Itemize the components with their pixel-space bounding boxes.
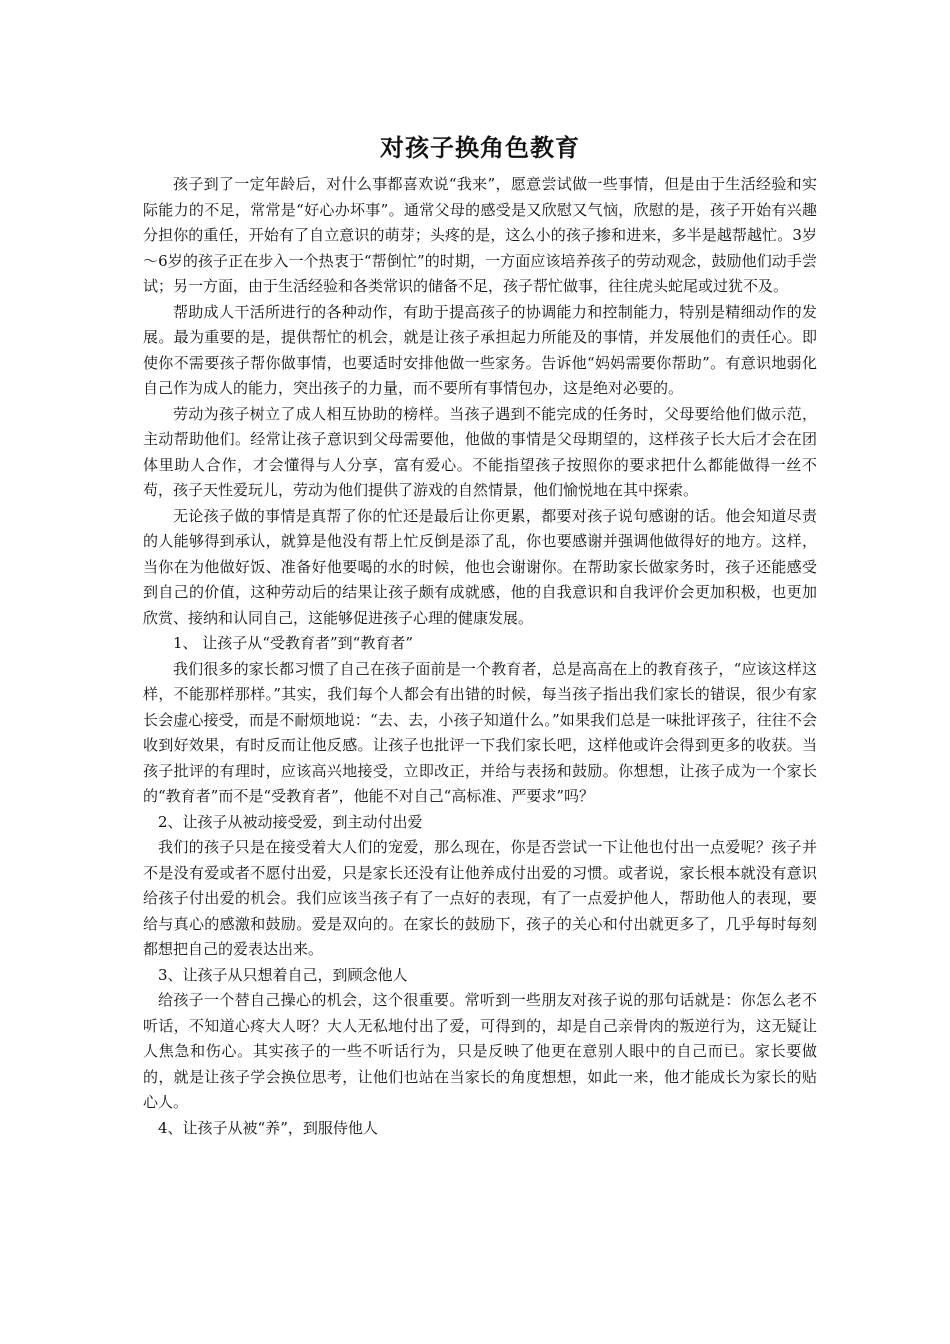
section-body-3: 给孩子一个替自己操心的机会，这个很重要。常听到一些朋友对孩子说的那句话就是：你怎么老不听话，不知道心疼大人呀？大人无私地付出了爱，可得到的，却是自己亲骨肉的叛逆行为，这无疑让人焦急和伤心。其实孩子的一些不听话行为，只是反映了他更在意别人眼中的自己而已。家长要做的，就是让孩子学会换位思考，让他们也站在当家长的角度想想，如此一来，他才能成长为家长的贴心人。 — [143, 991, 817, 1111]
section-body-2: 我们的孩子只是在接受着大人们的宠爱，那么现在，你是否尝试一下让他也付出一点爱呢？孩子并不是没有爱或者不愿付出爱，只是家长还没有让他养成付出爱的习惯。或者说，家长根本就没有意识给孩子付出爱的机会。我们应该当孩子有了一点好的表现，有了一点爱护他人，帮助他人的表现，要给与真心的感激和鼓励。爱是双向的。在家长的鼓励下，孩子的关心和付出就更多了，几乎每时每刻都想把自己的爱表达出来。 — [143, 838, 817, 958]
paragraph-helping: 帮助成人干活所进行的各种动作，有助于提高孩子的协调能力和控制能力，特别是精细动作的发展。最为重要的是，提供帮忙的机会，就是让孩子承担起力所能及的事情，并发展他们的责任心。即使你不需要孩子帮你做事情，也要适时安排他做一些家务。告诉他“妈妈需要你帮助”。有意识地弱化自己作为成人的能力，突出孩子的力量，而不要所有事情包办，这是绝对必要的。 — [143, 302, 817, 397]
paragraph-intro: 孩子到了一定年龄后，对什么事都喜欢说“我来”，愿意尝试做一些事情，但是由于生活经验和实际能力的不足，常常是“好心办坏事”。通常父母的感受是又欣慰又气恼，欣慰的是，孩子开始有兴趣分担你的重任，开始有了自立意识的萌芽；头疼的是，这么小的孩子掺和进来，多半是越帮越忙。3岁～6岁的孩子正在步入一个热衷于“帮倒忙”的时期，一方面应该培养孩子的劳动观念，鼓励他们动手尝试；另一方面，由于生活经验和各类常识的储备不足，孩子帮忙做事，往往虎头蛇尾或过犹不及。 — [143, 175, 817, 295]
section-heading-1: 1、 让孩子从“受教育者”到“教育者” — [173, 634, 413, 652]
section-heading-2: 2、让孩子从被动接受爱，到主动付出爱 — [158, 812, 423, 831]
document-title: 对孩子换角色教育 — [380, 133, 580, 162]
section-heading-3: 3、让孩子从只想着自己，到顾念他人 — [158, 965, 408, 984]
paragraph-gratitude: 无论孩子做的事情是真帮了你的忙还是最后让你更累，都要对孩子说句感谢的话。他会知道尽责的人能够得到承认，就算是他没有帮上忙反倒是添了乱，你也要感谢并强调他做得好的地方。这样，当你在为他做好饭、准备好他要喝的水的时候，他也会谢谢你。在帮助家长做家务时，孩子还能感受到自己的价值，这种劳动后的结果让孩子颇有成就感，他的自我意识和自我评价会更加积极，也更加欣赏、接纳和认同自己，这能够促进孩子心理的健康发展。 — [143, 506, 817, 627]
document-page — [143, 128, 817, 1141]
paragraph-role-model: 劳动为孩子树立了成人相互协助的榜样。当孩子遇到不能完成的任务时，父母要给他们做示范，主动帮助他们。经常让孩子意识到父母需要他，他做的事情是父母期望的，这样孩子长大后才会在团体里助人合作，才会懂得与人分享，富有爱心。不能指望孩子按照你的要求把什么都能做得一丝不苟，孩子天性爱玩儿，劳动为他们提供了游戏的自然情景，他们愉悦地在其中探索。 — [143, 404, 817, 499]
section-body-1: 我们很多的家长都习惯了自己在孩子面前是一个教育者，总是高高在上的教育孩子，“应该这样这样，不能那样那样。”其实，我们每个人都会有出错的时候，每当孩子指出我们家长的错误，很少有家长会虚心接受，而是不耐烦地说：“去、去，小孩子知道什么。”如果我们总是一味批评孩子，往往不会收到好效果，有时反而让他反感。让孩子也批评一下我们家长吧，这样他或许会得到更多的收获。当孩子批评的有理时，应该高兴地接受，立即改正，并给与表扬和鼓励。你想想，让孩子成为一个家长的“教育者”而不是“受教育者”，他能不对自己“高标准、严要求”吗？ — [143, 659, 817, 805]
section-heading-4: 4、让孩子从被“养”，到服侍他人 — [158, 1118, 378, 1137]
